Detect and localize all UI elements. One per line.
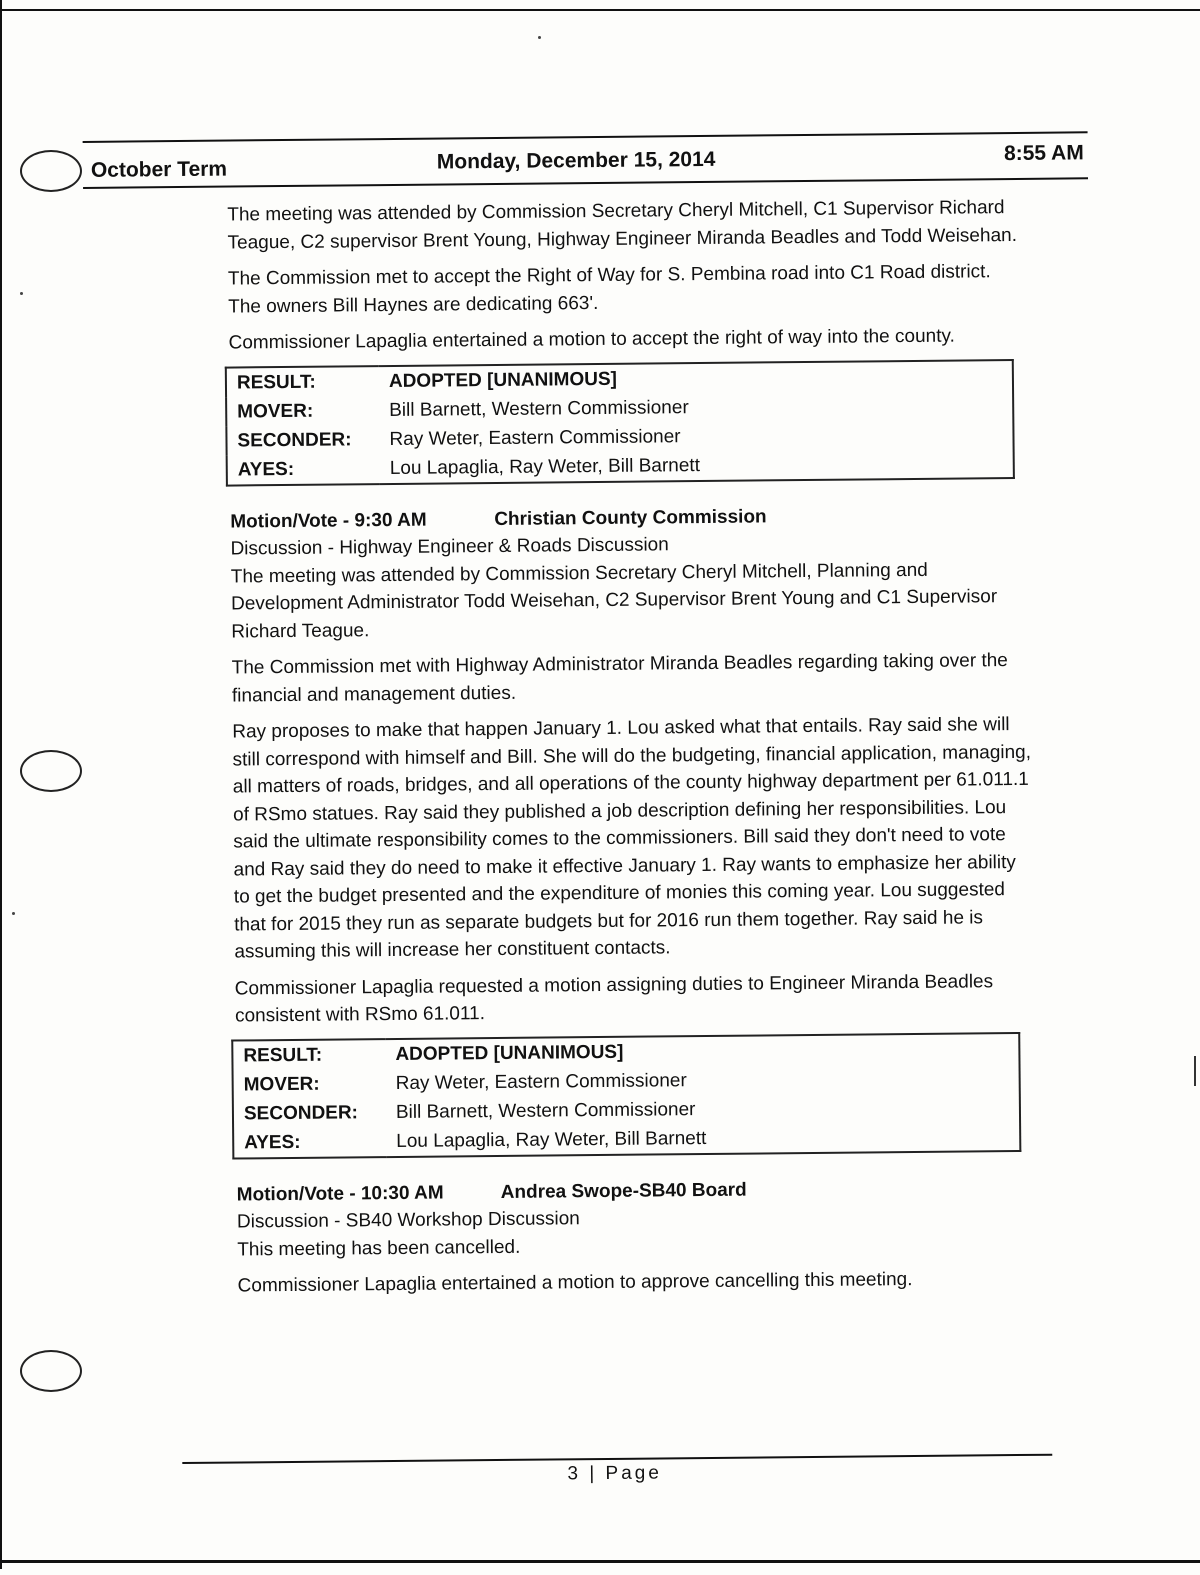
ayes-value: Lou Lapaglia, Ray Weter, Bill Barnett [396, 1127, 707, 1152]
motion-request: Commissioner Lapaglia requested a motion assigning duties to Engineer Miranda Beadles consistent with RSmo 61.011. [234, 970, 994, 1027]
seconder-value: Ray Weter, Eastern Commissioner [389, 425, 681, 450]
minutes-body [227, 194, 1038, 1309]
ayes-label: AYES: [237, 458, 295, 480]
mover-label: MOVER: [237, 400, 314, 422]
discussion-line: Discussion - Highway Engineer & Roads Discussion [230, 534, 669, 560]
cancellation-status: This meeting has been cancelled. [237, 1236, 521, 1261]
seconder-value: Bill Barnett, Western Commissioner [395, 1098, 696, 1123]
ayes-label: AYES: [244, 1131, 301, 1153]
motion-vote-time: Motion/Vote - 9:30 AM [230, 509, 427, 533]
discussion-line: Discussion - SB40 Workshop Discussion [236, 1208, 580, 1233]
page-number: 3 | Page [567, 1462, 662, 1485]
motion-vote-body: Christian County Commission [494, 505, 767, 530]
seconder-label: SECONDER: [237, 428, 352, 451]
vote-result-table [231, 1031, 1021, 1159]
attendance-paragraph: The meeting was attended by Commission Secretary Cheryl Mitchell, Planning and Development Administrator Todd Weisehan, C2 Supervisor Brent Young and C1 Supervisor Richard Teague. [230, 559, 998, 643]
result-label: RESULT: [236, 371, 316, 393]
motion-request: Commissioner Lapaglia entertained a motion to accept the right of way into the county. [228, 325, 955, 354]
result-label: RESULT: [243, 1044, 323, 1066]
attendance-paragraph: The meeting was attended by Commission Secretary Cheryl Mitchell, C1 Supervisor Richard Teague, C2 supervisor Brent Young, Highway Engineer Miranda Beadles and Todd Weisehan. [227, 197, 1018, 254]
purpose-paragraph: The Commission met to accept the Right of Way for S. Pembina road into C1 Road district. The owners Bill Haynes are dedicating 663'. [227, 261, 991, 318]
mover-value: Bill Barnett, Western Commissioner [389, 396, 689, 421]
vote-result-table [225, 359, 1015, 487]
meeting-time: 8:55 AM [1003, 141, 1084, 166]
meeting-date: Monday, December 15, 2014 [436, 147, 716, 174]
mover-label: MOVER: [243, 1073, 320, 1095]
motion-request: Commissioner Lapaglia entertained a motion to approve cancelling this meeting. [237, 1269, 913, 1297]
mover-value: Ray Weter, Eastern Commissioner [395, 1069, 687, 1094]
page-header [83, 131, 1088, 189]
discussion-notes: Ray proposes to make that happen January 1. Lou asked what that entails. Ray said she will still correspond with himself and Bill. She will do the budgeting, financial application, managing, all matters of roads, bridges, and all operations of the county highway department per 61.011.1 of RSmo statues. Ray said they published a job description defining her responsibilities. Lou said the ultimate responsibility comes to the commissioners. Bill said they don't need to vote and Ray said they do need to make it effective January 1. Ray wants to emphasize her ability to get the budget presented and the expenditure of monies this coming year. Lou suggested that for 2015 they run as separate budgets but for 2016 run them together. Ray said he is assuming this will increase her constituent contacts. [232, 714, 1032, 963]
ayes-value: Lou Lapaglia, Ray Weter, Bill Barnett [389, 454, 701, 479]
purpose-paragraph: The Commission met with Highway Administrator Miranda Beadles regarding taking over the financial and management duties. [231, 650, 1008, 707]
motion-vote-body: Andrea Swope-SB40 Board [500, 1179, 747, 1203]
result-value: ADOPTED [UNANIMOUS] [388, 368, 618, 392]
result-value: ADOPTED [UNANIMOUS] [395, 1041, 624, 1065]
motion-vote-time: Motion/Vote - 10:30 AM [236, 1182, 444, 1206]
term-label: October Term [90, 157, 228, 182]
seconder-label: SECONDER: [243, 1101, 359, 1124]
